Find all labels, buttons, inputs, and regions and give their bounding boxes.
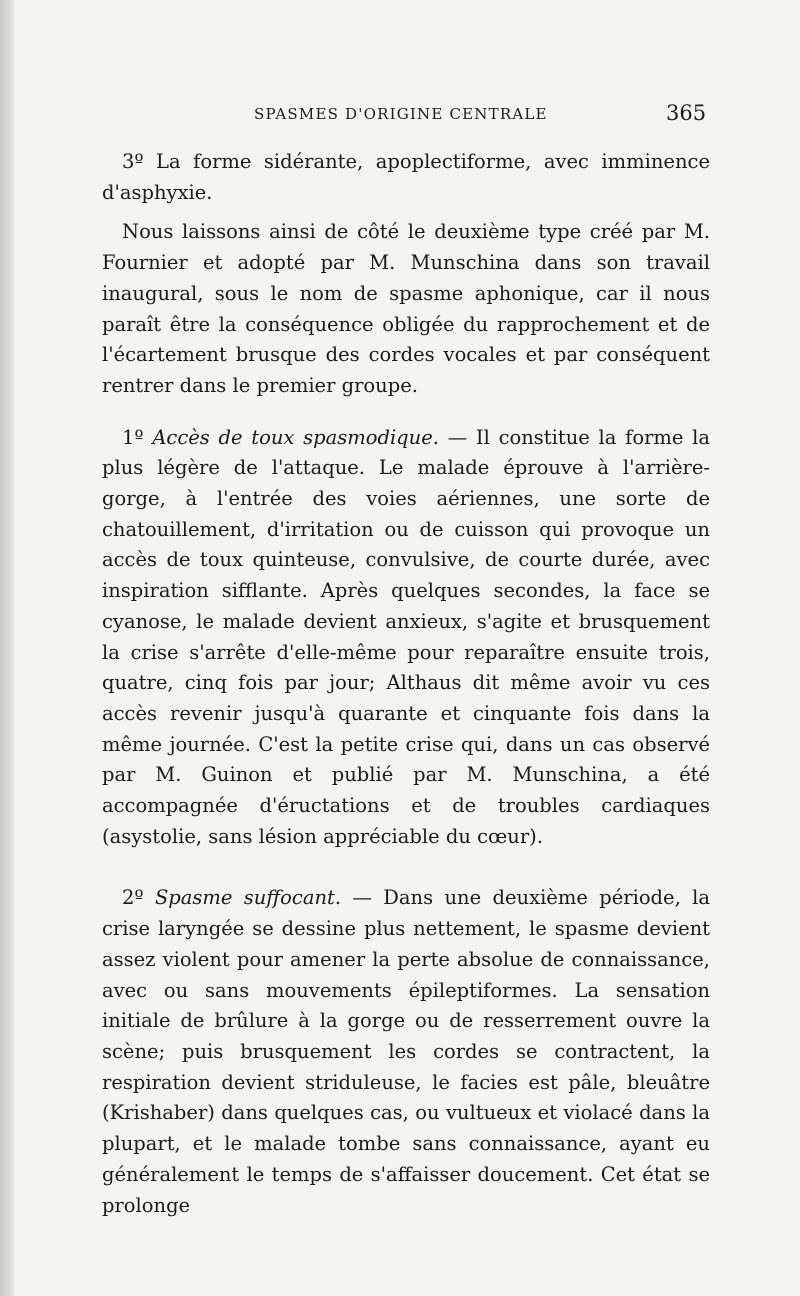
section-heading-acces-de-toux: Accès de toux spasmodique. <box>152 425 439 449</box>
paragraph-body: — Il constitue la forme la plus légère de l'attaque. Le malade éprouve à l'arrière-gorge, à l'entrée des voies aériennes, une sorte de chatouillement, d'irritation ou de cuisson qui provoque un accès de toux quinteuse, convulsive, de courte durée, avec inspiration sifflante. Après quelques secondes, la face se cyanose, le malade devient anxieux, s'agite et brusquement la crise s'arrête d'elle-même pour reparaître ensuite trois, quatre, cinq fois par jour; Althaus dit même avoir vu ces accès revenir jusqu'à quarante et cinquante fois dans la même journée. C'est la petite crise qui, dans un cas observé par M. Guinon et publié par M. Munschina, a été accompagnée d'éructations et de troubles cardiaques (asystolie, sans lésion appréciable du cœur). <box>102 425 711 848</box>
section-number: 1º <box>122 425 153 449</box>
paragraph-forme-siderante: 3º La forme sidérante, apoplectiforme, avec imminence d'asphyxie. <box>102 150 710 204</box>
page-number: 365 <box>666 101 707 125</box>
section-number: 2º <box>122 886 155 910</box>
page-edge <box>0 0 14 1296</box>
section-heading-spasme-suffocant: Spasme suffocant. <box>154 886 342 910</box>
body-text <box>102 147 710 1221</box>
paragraph-body: — Dans une deuxième période, la crise laryngée se dessine plus nettement, le spasme devient assez violent pour amener la perte absolue de connaissance, avec ou sans mouvements épileptiformes. La sensation initiale de brûlure à la gorge ou de resserrement ouvre la scène; puis brusquement les cordes se contractent, la respiration devient striduleuse, le facies est pâle, bleuâtre (Krishaber) dans quelques cas, ou vultueux et violacé dans la plupart, et le malade tombe sans connaissance, ayant eu généralement le temps de s'affaisser doucement. Cet état se prolonge <box>102 886 711 1217</box>
paragraph-spasme-suffocant <box>102 883 710 1221</box>
paragraph-deuxieme-type: Nous laissons ainsi de côté le deuxième type créé par M. Fournier et adopté par M. Munschina dans son travail inaugural, sous le nom de spasme aphonique, car il nous paraît être la conséquence obligée du rapprochement et de l'écartement brusque des cordes vocales et par conséquent rentrer dans le premier groupe. <box>102 220 710 397</box>
running-title: SPASMES D'ORIGINE CENTRALE <box>254 105 548 123</box>
paragraph-acces-de-toux <box>102 423 710 853</box>
running-header <box>0 101 800 131</box>
